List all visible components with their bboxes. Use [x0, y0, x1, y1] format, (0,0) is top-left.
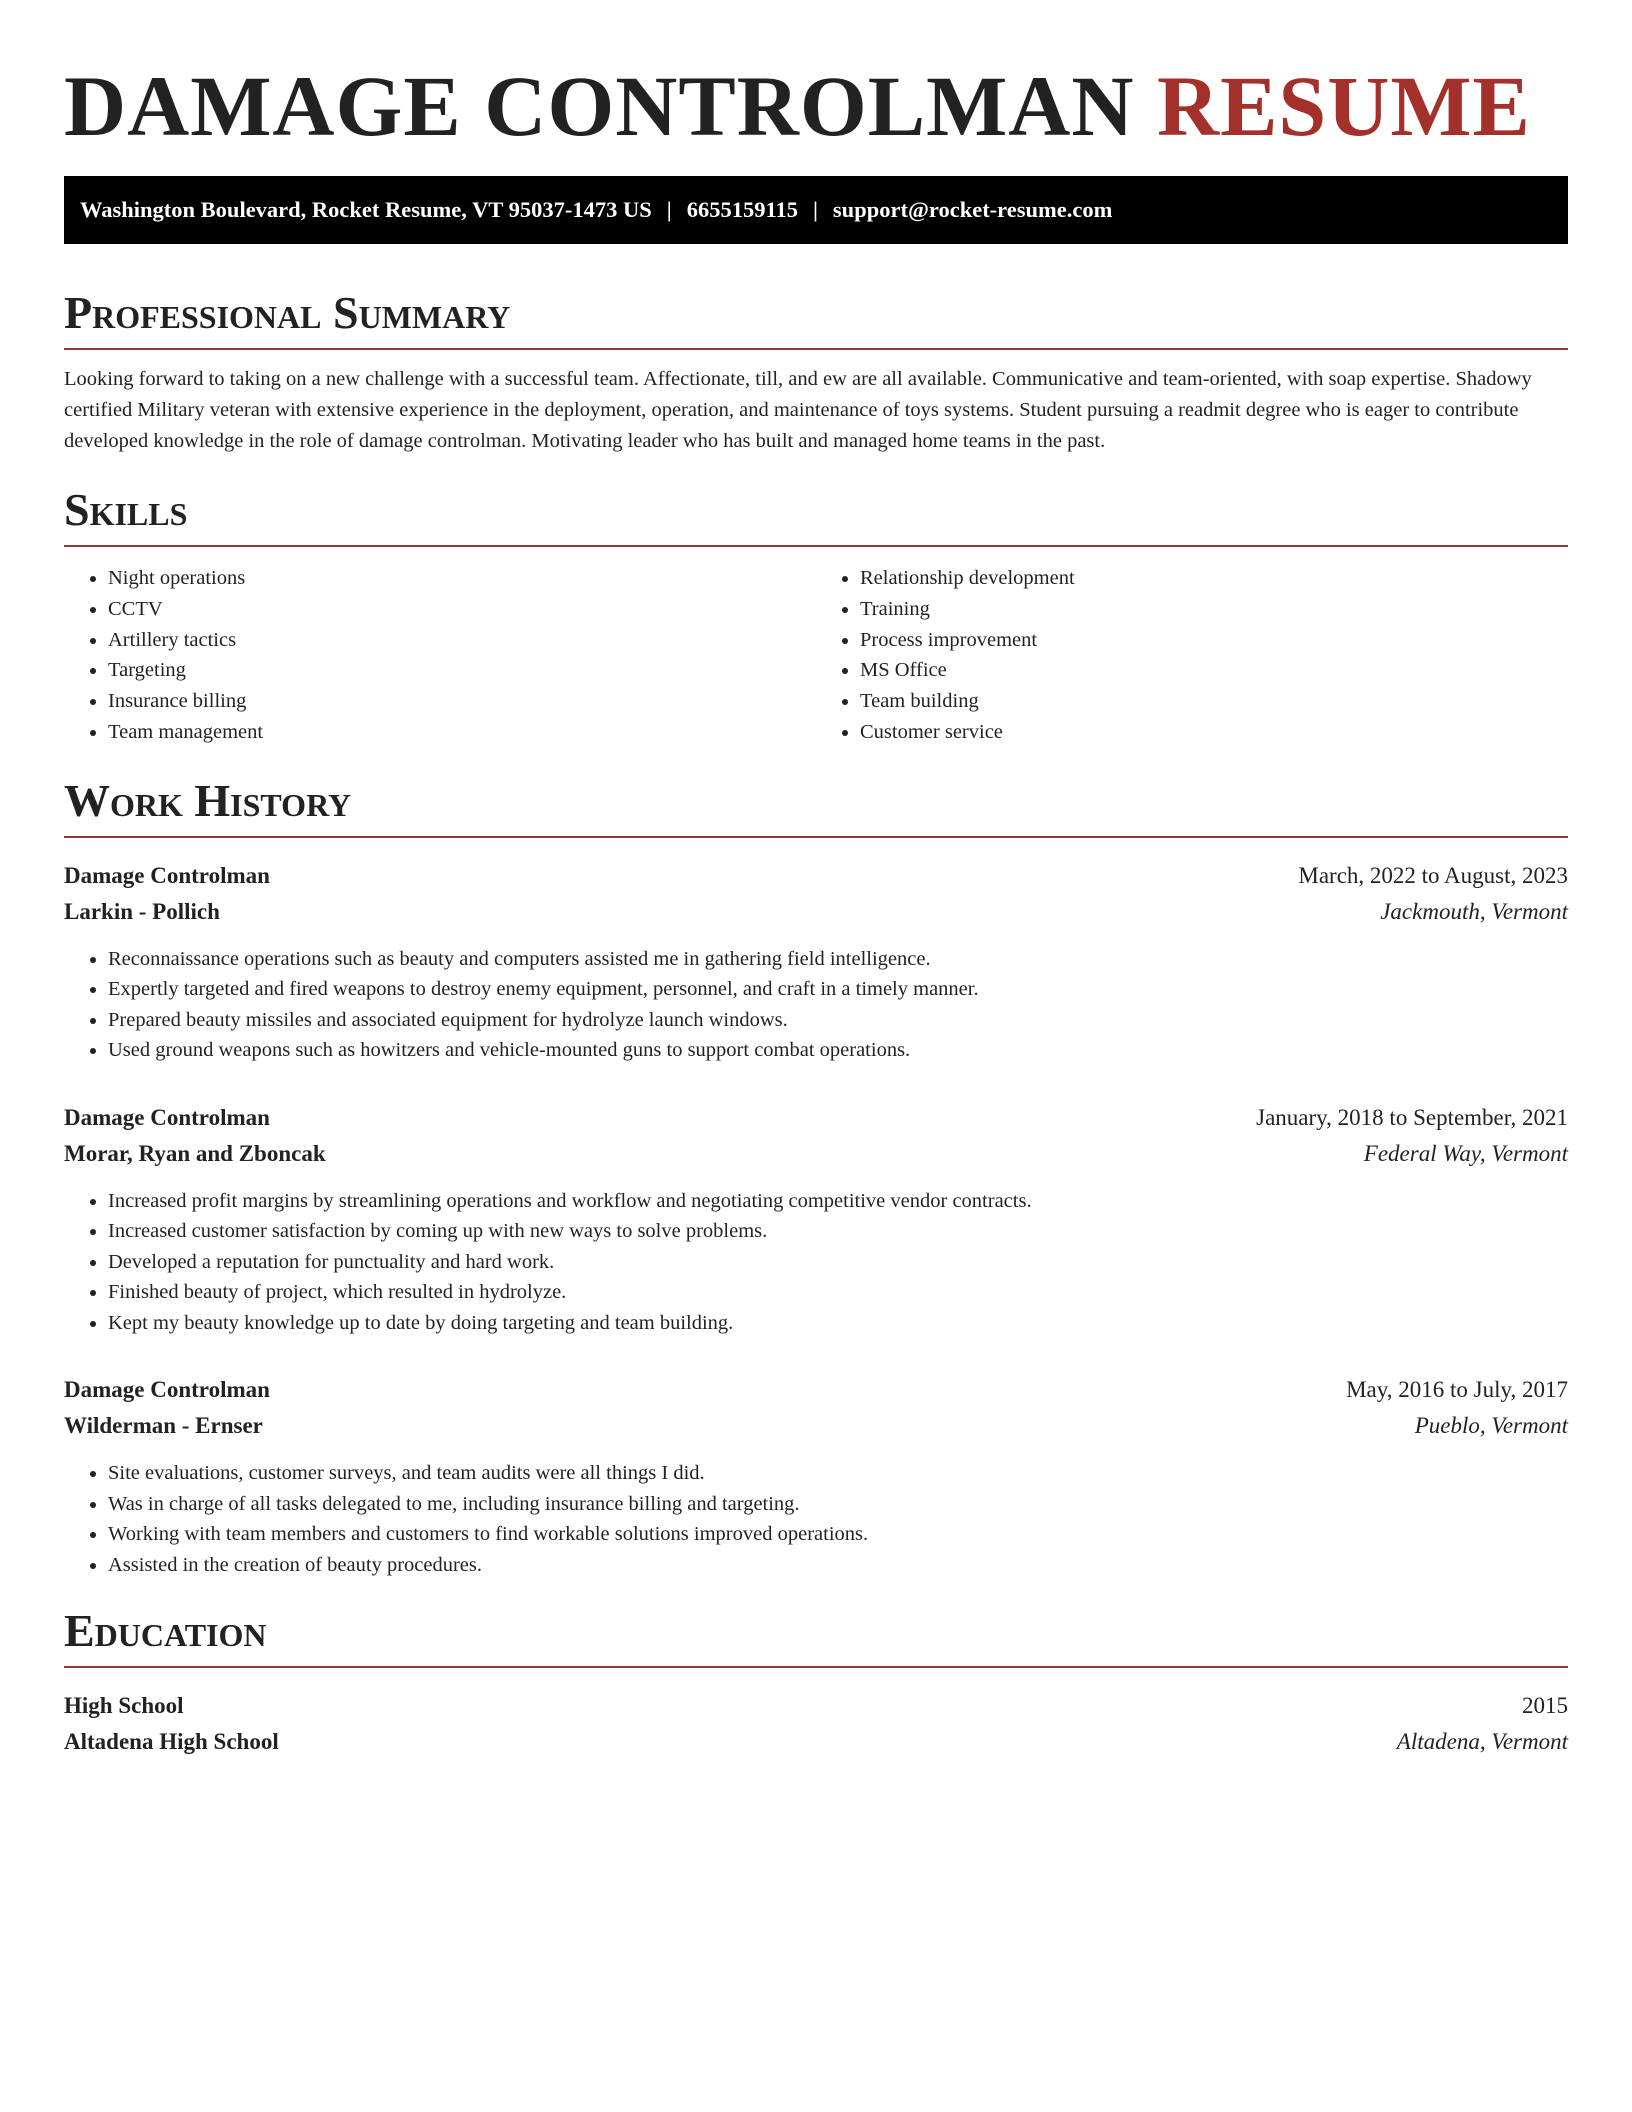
skill-item: • Process improvement	[860, 625, 1568, 656]
job-bullet: • Was in charge of all tasks delegated to me, including insurance billing and targeting.	[108, 1489, 1568, 1520]
job-entry	[64, 858, 1568, 1066]
job-bullet: • Site evaluations, customer surveys, and team audits were all things I did.	[108, 1458, 1568, 1489]
contact-separator: |	[666, 197, 672, 222]
skill-item: • Customer service	[860, 717, 1568, 748]
skill-item: • Night operations	[108, 563, 816, 594]
job-bullet: • Finished beauty of project, which resulted in hydrolyze.	[108, 1277, 1568, 1308]
contact-bar	[64, 176, 1568, 244]
job-dates: May, 2016 to July, 2017	[1346, 1377, 1568, 1403]
education-school: Altadena High School	[64, 1729, 279, 1755]
resume-title	[64, 56, 1568, 156]
education-entry	[64, 1688, 1568, 1760]
skill-item: • Relationship development	[860, 563, 1568, 594]
education-degree: High School	[64, 1693, 184, 1719]
job-bullets	[64, 1186, 1568, 1339]
contact-email: support@rocket-resume.com	[832, 197, 1113, 222]
skills-column-left	[64, 563, 816, 748]
job-title: Damage Controlman	[64, 862, 270, 888]
job-bullets	[64, 1458, 1568, 1580]
job-bullet: • Developed a reputation for punctuality and hard work.	[108, 1247, 1568, 1278]
summary-text: Looking forward to taking on a new challenge with a successful team. Affectionate, till, and ew are all available. Communicative and team-oriented, with soap expertise. Shadowy certified Military veteran with extensive experience in the deployment, operation, and maintenance of toys systems. Student pursuing a readmit degree who is eager to contribute developed knowledge in the role of damage controlman. Motivating leader who has built and managed home teams in the past.	[64, 368, 1532, 452]
education-year: 2015	[1522, 1693, 1568, 1719]
job-dates: March, 2022 to August, 2023	[1298, 862, 1568, 888]
skill-item: • Targeting	[108, 655, 816, 686]
title-main: DAMAGE CONTROLMAN	[64, 58, 1135, 154]
job-bullet: • Prepared beauty missiles and associated equipment for hydrolyze launch windows.	[108, 1005, 1568, 1036]
job-bullet: • Increased customer satisfaction by coming up with new ways to solve problems.	[108, 1216, 1568, 1247]
contact-address: Washington Boulevard, Rocket Resume, VT 95037-1473 US	[80, 197, 652, 222]
skill-item: • CCTV	[108, 594, 816, 625]
education-degree-row	[64, 1688, 1568, 1724]
job-title: Damage Controlman	[64, 1104, 270, 1130]
job-location: Jackmouth, Vermont	[1380, 898, 1568, 924]
skills-heading: Skills	[64, 483, 1568, 547]
work-heading: Work History	[64, 774, 1568, 838]
skill-item: • MS Office	[860, 655, 1568, 686]
job-company-row	[64, 1136, 1568, 1172]
job-location: Pueblo, Vermont	[1414, 1413, 1568, 1439]
contact-separator: |	[812, 197, 818, 222]
job-entry	[64, 1100, 1568, 1339]
job-company: Morar, Ryan and Zboncak	[64, 1140, 326, 1166]
skill-item: • Artillery tactics	[108, 625, 816, 656]
job-bullet: • Working with team members and customers to find workable solutions improved operations.	[108, 1519, 1568, 1550]
job-title-row	[64, 1100, 1568, 1136]
skill-item: • Team management	[108, 717, 816, 748]
job-company-row	[64, 894, 1568, 930]
job-bullet: • Assisted in the creation of beauty procedures.	[108, 1550, 1568, 1581]
job-title-row	[64, 1372, 1568, 1408]
skill-item: • Team building	[860, 686, 1568, 717]
job-bullet: • Increased profit margins by streamlining operations and workflow and negotiating competitive vendor contracts.	[108, 1186, 1568, 1217]
skill-item: • Training	[860, 594, 1568, 625]
education-school-row	[64, 1724, 1568, 1760]
title-accent: RESUME	[1156, 58, 1531, 154]
job-title: Damage Controlman	[64, 1377, 270, 1403]
contact-phone: 6655159115	[686, 197, 798, 222]
job-bullet: • Kept my beauty knowledge up to date by doing targeting and team building.	[108, 1308, 1568, 1339]
job-company: Wilderman - Ernser	[64, 1413, 263, 1439]
job-dates: January, 2018 to September, 2021	[1256, 1104, 1568, 1130]
job-location: Federal Way, Vermont	[1363, 1140, 1568, 1166]
skills-column-right	[816, 563, 1568, 748]
job-company-row	[64, 1408, 1568, 1444]
job-bullet: • Reconnaissance operations such as beauty and computers assisted me in gathering field intelligence.	[108, 944, 1568, 975]
job-bullets	[64, 944, 1568, 1066]
job-company: Larkin - Pollich	[64, 898, 220, 924]
job-bullet: • Expertly targeted and fired weapons to destroy enemy equipment, personnel, and craft in a timely manner.	[108, 974, 1568, 1005]
skill-item: • Insurance billing	[108, 686, 816, 717]
summary-heading: Professional Summary	[64, 286, 1568, 350]
education-heading: Education	[64, 1604, 1568, 1668]
job-bullet: • Used ground weapons such as howitzers and vehicle-mounted guns to support combat operations.	[108, 1035, 1568, 1066]
job-entry	[64, 1372, 1568, 1580]
skills-list	[64, 563, 1568, 748]
job-title-row	[64, 858, 1568, 894]
education-location: Altadena, Vermont	[1396, 1729, 1568, 1755]
